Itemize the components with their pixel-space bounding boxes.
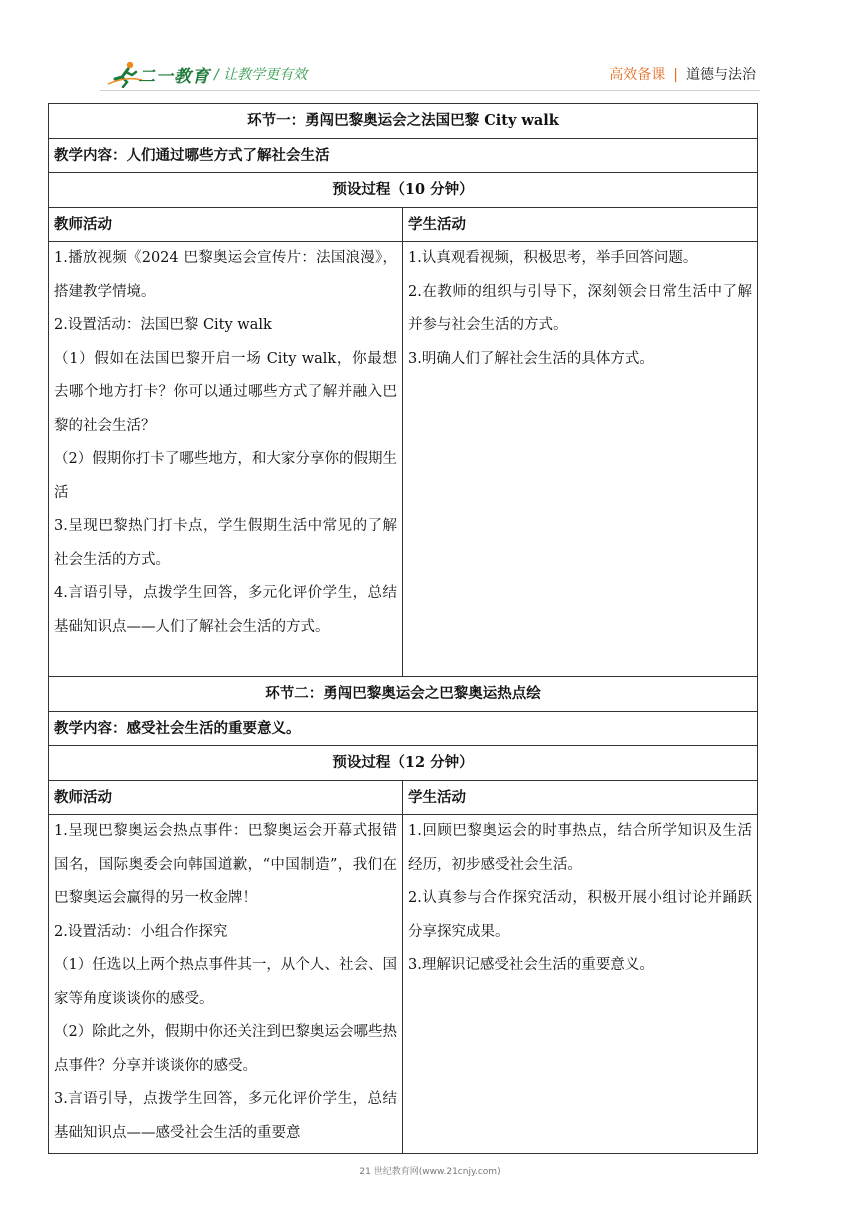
- section2-student-item: 3.理解识记感受社会生活的重要意义。: [408, 957, 654, 973]
- section2-process-row: [49, 746, 758, 781]
- section2-student-item: 2.认真参与合作探究活动，积极开展小组讨论并踊跃分享探究成果。: [408, 890, 753, 940]
- section2-process: 预设过程（12 分钟）: [49, 746, 758, 781]
- section1-content: 教学内容：人们通过哪些方式了解社会生活: [49, 138, 758, 173]
- section2-teacher-item: （1）任选以上两个热点事件其一，从个人、社会、国家等角度谈谈你的感受。: [54, 957, 397, 1007]
- lesson-plan-table: [48, 103, 758, 1154]
- section2-teacher-item: 2.设置活动：小组合作探究: [54, 923, 228, 940]
- section2-student-heading: 学生活动: [403, 780, 758, 815]
- section2-teacher-cell: [49, 815, 403, 1154]
- section1-teacher-item: （1）假如在法国巴黎开启一场 City walk，你最想去哪个地方打卡？你可以通过哪些方式了解并融入巴黎的社会生活？: [54, 350, 397, 434]
- page-header: [100, 52, 760, 91]
- section1-head-row: [49, 207, 758, 242]
- section2-student-cell: [403, 815, 758, 1154]
- section1-teacher-item: 3.呈现巴黎热门打卡点，学生假期生活中常见的了解社会生活的方式。: [54, 518, 397, 568]
- section1-teacher-heading: 教师活动: [49, 207, 403, 242]
- page-footer: 21 世纪教育网(www.21cnjy.com): [359, 1167, 501, 1177]
- section1-teacher-item: 2.设置活动：法国巴黎 City walk: [54, 317, 272, 333]
- section1-teacher-item: 4.言语引导，点拨学生回答，多元化评价学生，总结基础知识点——人们了解社会生活的方式。: [54, 585, 397, 635]
- section1-process-row: [49, 173, 758, 208]
- section1-process: 预设过程（10 分钟）: [49, 173, 758, 208]
- section2-body-row: [49, 815, 758, 1154]
- header-separator: |: [673, 67, 678, 83]
- section1-content-row: [49, 138, 758, 173]
- section2-teacher-item: （2）除此之外，假期中你还关注到巴黎奥运会哪些热点事件？分享并谈谈你的感受。: [54, 1024, 397, 1074]
- section2-teacher-item: 3.言语引导，点拨学生回答，多元化评价学生，总结基础知识点——感受社会生活的重要意: [54, 1091, 397, 1141]
- section1-title-row: [49, 104, 758, 139]
- section1-teacher-cell: [49, 242, 403, 677]
- section2-content: 教学内容：感受社会生活的重要意义。: [49, 711, 758, 746]
- brand-name: 二一教育: [138, 67, 210, 87]
- category-label: 高效备课: [609, 67, 666, 83]
- section2-student-item: 1.回顾巴黎奥运会的时事热点，结合所学知识及生活经历，初步感受社会生活。: [408, 823, 753, 873]
- section2-teacher-heading: 教师活动: [49, 780, 403, 815]
- section1-title: 环节一：勇闯巴黎奥运会之法国巴黎 City walk: [49, 104, 758, 139]
- section1-student-cell: [403, 242, 758, 677]
- section2-content-row: [49, 711, 758, 746]
- section2-head-row: [49, 780, 758, 815]
- section1-body-row: [49, 242, 758, 677]
- section2-title-row: [49, 677, 758, 712]
- section1-teacher-item: 1.播放视频《2024 巴黎奥运会宣传片：法国浪漫》，搭建教学情境。: [54, 250, 397, 300]
- section1-student-item: 1.认真观看视频，积极思考，举手回答问题。: [408, 250, 698, 266]
- section1-teacher-item: （2）假期你打卡了哪些地方，和大家分享你的假期生活: [54, 451, 397, 501]
- brand-slogan: / 让教学更有效: [214, 67, 308, 83]
- header-right: [609, 64, 756, 84]
- section2-teacher-item: 1.呈现巴黎奥运会热点事件：巴黎奥运会开幕式报错国名，国际奥委会向韩国道歉，“中国制造”，我们在巴黎奥运会赢得的另一枚金牌！: [54, 823, 397, 906]
- section1-student-heading: 学生活动: [403, 207, 758, 242]
- section1-student-item: 3.明确人们了解社会生活的具体方式。: [408, 350, 654, 367]
- section1-student-item: 2.在教师的组织与引导下，深刻领会日常生活中了解并参与社会生活的方式。: [408, 283, 753, 333]
- subject-label: 道德与法治: [686, 67, 756, 83]
- section2-title: 环节二：勇闯巴黎奥运会之巴黎奥运热点绘: [49, 677, 758, 712]
